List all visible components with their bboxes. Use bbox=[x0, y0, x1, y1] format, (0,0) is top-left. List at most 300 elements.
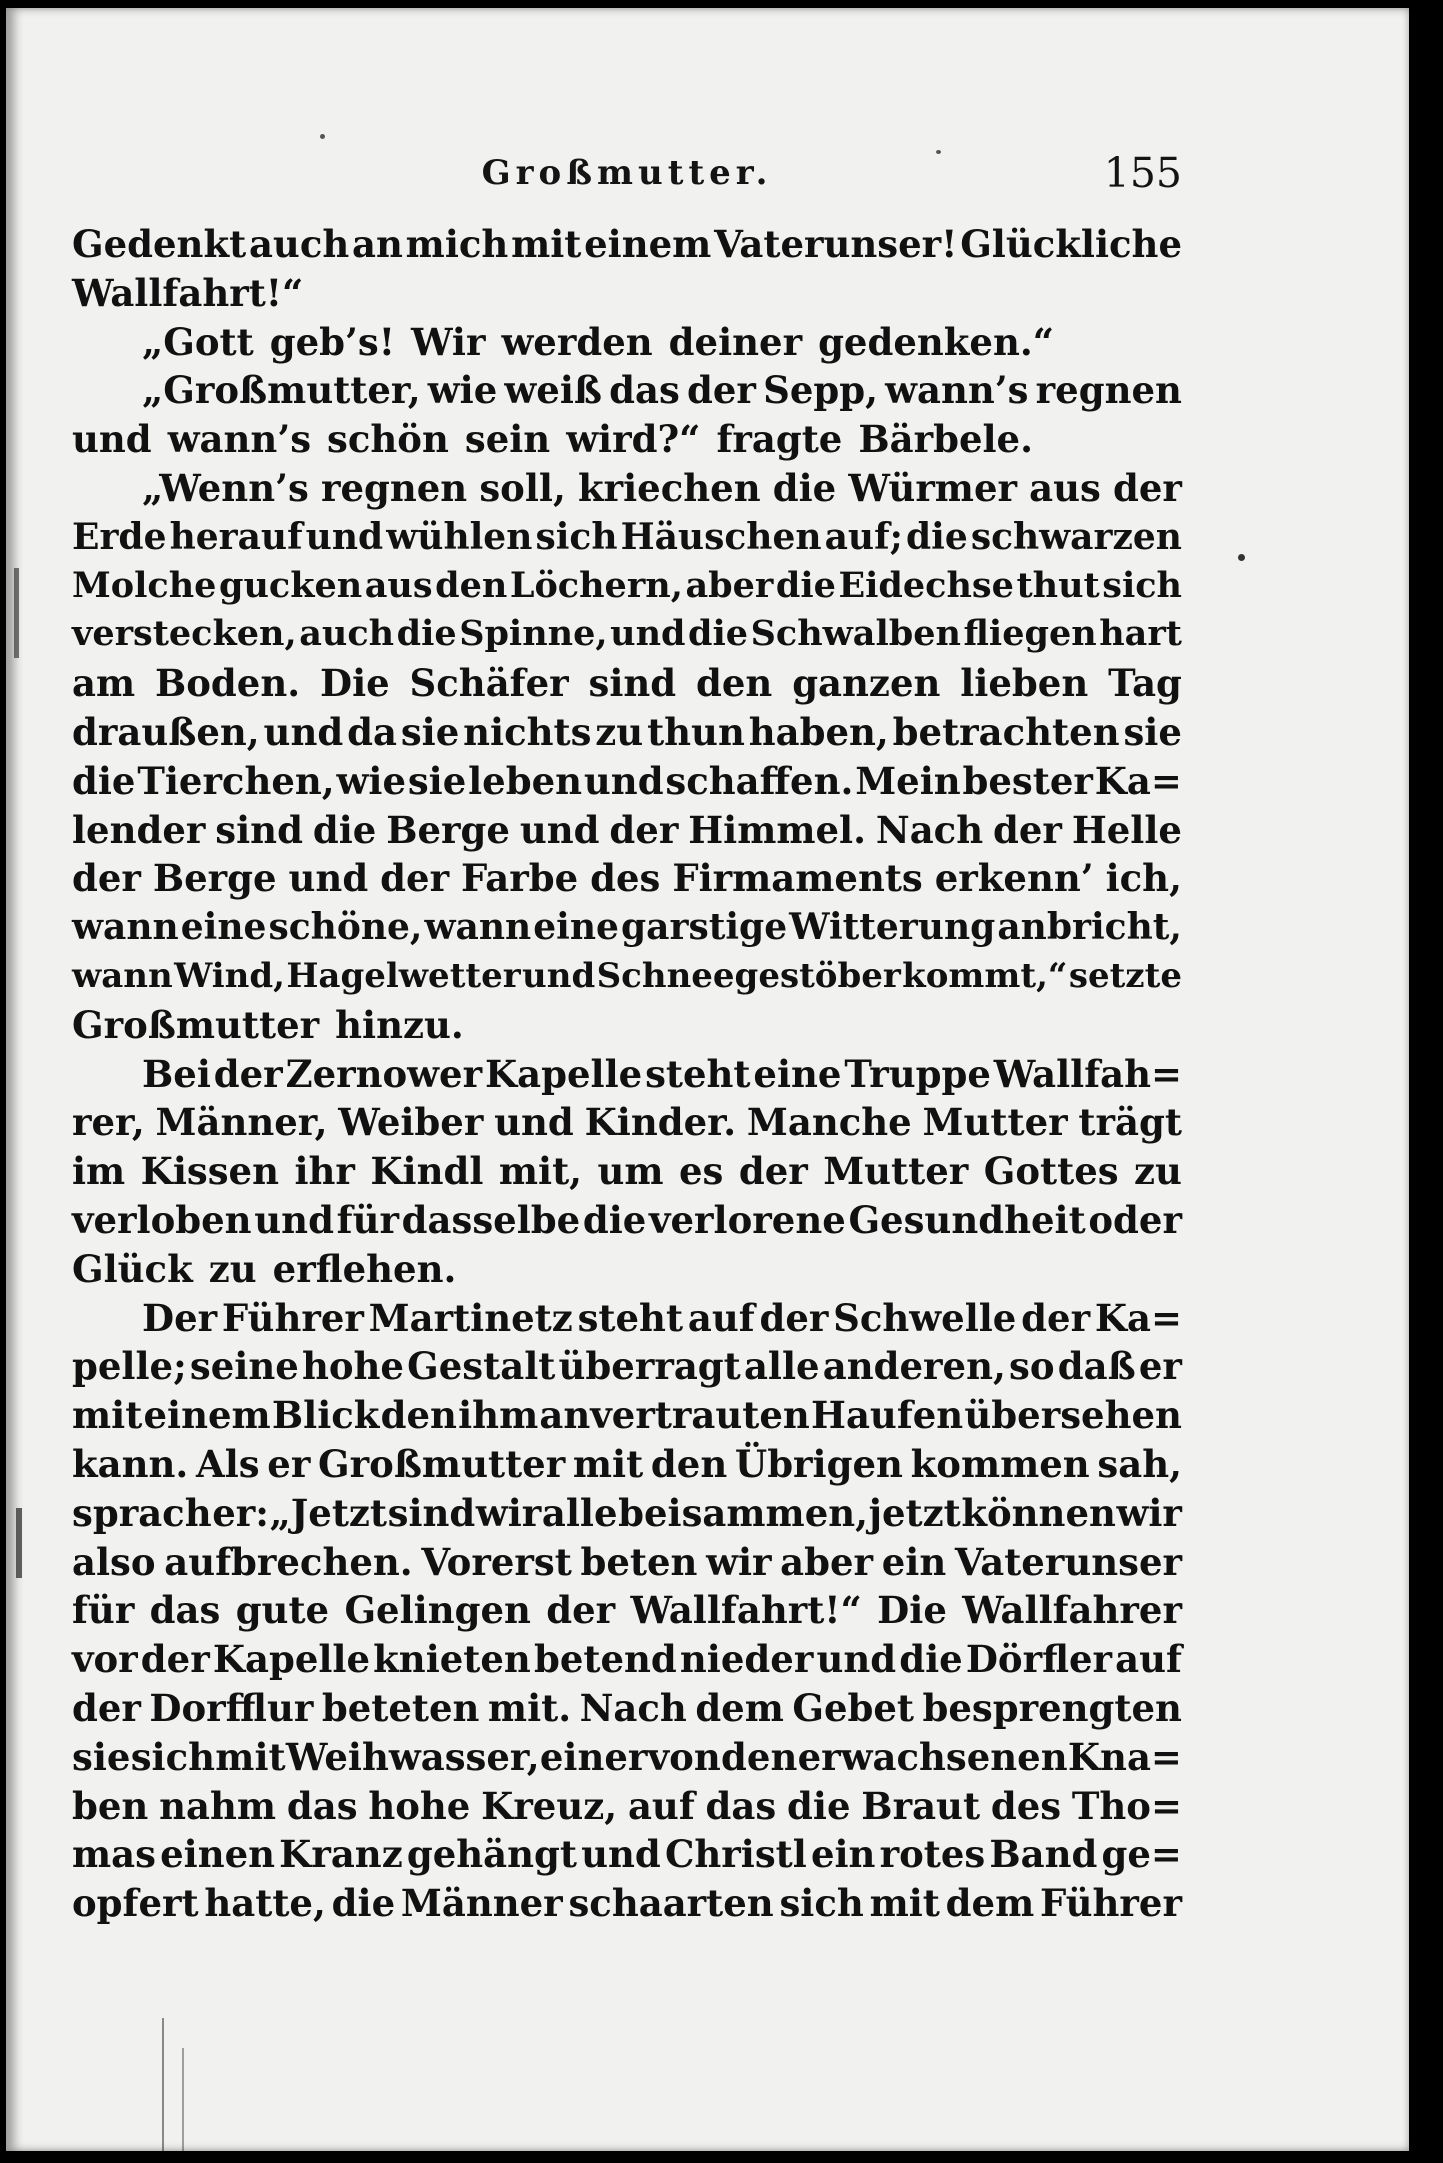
word: die bbox=[312, 807, 377, 852]
word: anderen, bbox=[822, 1344, 1006, 1389]
word: wie bbox=[427, 368, 498, 413]
text-line bbox=[72, 757, 1182, 806]
word: werden bbox=[501, 319, 653, 364]
word: zu bbox=[595, 709, 644, 754]
text-line bbox=[72, 1245, 1182, 1294]
text-line bbox=[72, 1733, 1182, 1782]
word: Glückliche bbox=[960, 222, 1182, 266]
word: Weiber bbox=[338, 1100, 484, 1145]
word: er: bbox=[212, 1490, 269, 1535]
word: „Wenn’s bbox=[142, 465, 309, 510]
word: Manche bbox=[746, 1100, 912, 1145]
word: erwachsenen bbox=[797, 1734, 1068, 1779]
word: Kapelle bbox=[212, 1637, 371, 1682]
word: Truppe bbox=[844, 1051, 991, 1096]
word: schaarten bbox=[568, 1881, 774, 1926]
word: dem bbox=[945, 1881, 1035, 1926]
word: regnen bbox=[320, 465, 468, 510]
word: Gebet bbox=[792, 1685, 915, 1730]
word: Schwelle bbox=[833, 1295, 1017, 1340]
word: schwarzen bbox=[970, 515, 1182, 558]
word: setzte bbox=[1068, 955, 1182, 996]
word: sein bbox=[464, 417, 551, 462]
word: Wir bbox=[411, 319, 486, 364]
word: Boden. bbox=[154, 661, 301, 706]
text-line bbox=[72, 562, 1182, 611]
word: Kreuz, bbox=[481, 1783, 618, 1828]
word: Häuschen bbox=[620, 515, 822, 558]
word: die bbox=[396, 613, 457, 655]
word: da bbox=[347, 709, 397, 754]
word: Martinetz bbox=[368, 1295, 573, 1340]
word: Kinder. bbox=[584, 1100, 737, 1145]
text-line bbox=[72, 318, 1182, 367]
word: beten bbox=[580, 1539, 698, 1584]
word: Wallfah= bbox=[993, 1051, 1182, 1096]
word: zu bbox=[208, 1246, 257, 1291]
word: herauf bbox=[169, 515, 303, 558]
word: wird?“ bbox=[566, 417, 701, 462]
word: leben bbox=[468, 758, 583, 803]
word: daß bbox=[1057, 1344, 1136, 1389]
word: Kapelle bbox=[484, 1051, 643, 1096]
word: Braut bbox=[861, 1783, 981, 1828]
text-line bbox=[72, 1830, 1182, 1879]
word: steht bbox=[645, 1051, 751, 1096]
word: sich bbox=[779, 1881, 864, 1926]
word: das bbox=[705, 1783, 777, 1828]
word: fliegen bbox=[963, 613, 1097, 655]
word: gehängt bbox=[406, 1832, 577, 1877]
word: mas bbox=[72, 1832, 156, 1877]
word: das bbox=[286, 1783, 358, 1828]
word: schaffen. bbox=[665, 758, 854, 803]
print-speck bbox=[1238, 554, 1245, 561]
word: betrachten bbox=[892, 709, 1120, 754]
text-line bbox=[72, 1001, 1182, 1050]
text-line bbox=[72, 1635, 1182, 1684]
word: lieben bbox=[960, 661, 1089, 706]
word: auf bbox=[627, 1783, 695, 1828]
word: Molche bbox=[72, 564, 217, 606]
word: Gelingen bbox=[344, 1588, 531, 1633]
word: wann bbox=[72, 955, 173, 996]
word: ich, bbox=[1105, 856, 1182, 901]
word: hinzu. bbox=[335, 1002, 464, 1047]
word: Nach bbox=[579, 1685, 687, 1730]
word: einem bbox=[143, 1393, 271, 1438]
word: eine bbox=[533, 906, 619, 949]
word: aufbrechen. bbox=[164, 1539, 413, 1584]
word: eine bbox=[180, 906, 267, 949]
word: hohe bbox=[301, 1344, 404, 1389]
word: Wallfahrt!“ bbox=[630, 1588, 862, 1633]
word: jetzt bbox=[868, 1490, 961, 1535]
word: verloben bbox=[72, 1197, 252, 1242]
word: sie bbox=[400, 709, 460, 754]
text-line bbox=[72, 1440, 1182, 1489]
word: Gottes bbox=[983, 1149, 1119, 1194]
word: und bbox=[263, 709, 344, 754]
word: aus bbox=[1029, 465, 1101, 510]
text-line bbox=[72, 415, 1182, 464]
word: Gestalt bbox=[407, 1344, 556, 1389]
text-line bbox=[72, 1147, 1182, 1196]
text-line bbox=[72, 1538, 1182, 1587]
word: Kna= bbox=[1067, 1734, 1182, 1779]
body-text bbox=[72, 220, 1182, 1928]
word: und bbox=[522, 955, 596, 996]
word: Männer bbox=[400, 1881, 563, 1926]
word: beteten bbox=[321, 1685, 480, 1730]
word: geb’s! bbox=[269, 319, 395, 364]
word: bester bbox=[962, 758, 1093, 803]
word: gute bbox=[235, 1588, 330, 1633]
word: das bbox=[609, 368, 680, 413]
word: die bbox=[775, 564, 836, 606]
word: und bbox=[610, 613, 686, 655]
word: Dorfflur bbox=[149, 1685, 314, 1730]
word: können bbox=[961, 1490, 1116, 1535]
word: der bbox=[546, 1588, 616, 1633]
word: Helle bbox=[1071, 807, 1182, 852]
word: sie bbox=[1123, 709, 1182, 754]
word: Berge bbox=[152, 856, 277, 901]
word: sie bbox=[72, 1734, 131, 1779]
word: Männer, bbox=[155, 1100, 328, 1145]
text-line bbox=[72, 220, 1182, 269]
text-line bbox=[72, 1342, 1182, 1391]
word: er bbox=[1138, 1344, 1182, 1389]
word: einem bbox=[584, 222, 712, 266]
word: Großmutter bbox=[72, 1002, 320, 1047]
text-line bbox=[72, 513, 1182, 562]
word: sich bbox=[1102, 564, 1182, 606]
word: Nach bbox=[875, 807, 984, 852]
word: mit, bbox=[498, 1149, 583, 1194]
word: Würmer bbox=[848, 465, 1017, 510]
word: das bbox=[149, 1588, 221, 1633]
word: kommen bbox=[910, 1441, 1090, 1486]
word: der bbox=[72, 1685, 141, 1730]
text-line bbox=[72, 806, 1182, 855]
word: und bbox=[305, 515, 384, 558]
word: des bbox=[990, 1783, 1062, 1828]
word: mit bbox=[572, 1441, 644, 1486]
word: Weihwasser, bbox=[285, 1734, 540, 1779]
word: weiß bbox=[504, 368, 602, 413]
word: Kindl bbox=[370, 1149, 484, 1194]
text-line bbox=[72, 1586, 1182, 1635]
word: Schäfer bbox=[409, 661, 569, 706]
word: Christl bbox=[664, 1832, 807, 1877]
word: deiner bbox=[668, 319, 803, 364]
word: Kranz bbox=[279, 1832, 403, 1877]
word: kommt,“ bbox=[902, 955, 1068, 996]
word: mit bbox=[72, 1393, 143, 1438]
word: nahm bbox=[159, 1783, 277, 1828]
word: der bbox=[759, 1295, 829, 1340]
word: Sepp, bbox=[763, 368, 878, 413]
word: hohe bbox=[368, 1783, 471, 1828]
word: alle bbox=[743, 1344, 820, 1389]
word: „Jetzt bbox=[269, 1490, 388, 1535]
word: Farbe bbox=[461, 856, 579, 901]
word: und bbox=[254, 1197, 334, 1242]
word: der bbox=[1113, 465, 1182, 510]
word: fragte bbox=[716, 417, 843, 462]
word: trägt bbox=[1078, 1100, 1182, 1145]
word: kriechen bbox=[578, 465, 761, 510]
word: beisammen, bbox=[618, 1490, 869, 1535]
word: Witterung bbox=[789, 906, 996, 949]
page-header bbox=[72, 140, 1182, 206]
word: wann bbox=[424, 906, 532, 949]
text-line bbox=[72, 854, 1182, 903]
word: Mein bbox=[855, 758, 961, 803]
word: Tierchen, bbox=[137, 758, 335, 803]
text-line bbox=[72, 1391, 1182, 1440]
word: schöne, bbox=[268, 906, 423, 949]
word: so bbox=[1009, 1344, 1055, 1389]
word: auf bbox=[687, 1295, 755, 1340]
word: hart bbox=[1099, 613, 1182, 655]
text-line bbox=[72, 1782, 1182, 1831]
word: Gesundheit bbox=[848, 1197, 1086, 1242]
word: Vaterunser bbox=[954, 1539, 1182, 1584]
word: schön bbox=[327, 417, 449, 462]
word: Bei bbox=[142, 1051, 211, 1096]
word: den bbox=[721, 1734, 798, 1779]
word: Die bbox=[877, 1588, 947, 1633]
word: Schwalben bbox=[750, 613, 961, 655]
word: und bbox=[288, 856, 369, 901]
word: also bbox=[72, 1539, 156, 1584]
word: den bbox=[435, 564, 508, 606]
word: die bbox=[899, 1637, 963, 1682]
word: Übrigen bbox=[734, 1441, 903, 1486]
word: aber bbox=[685, 564, 774, 606]
text-line bbox=[72, 952, 1182, 1001]
word: gedenken.“ bbox=[818, 319, 1055, 364]
word: verstecken, bbox=[72, 613, 297, 655]
word: nichts bbox=[463, 709, 592, 754]
word: die bbox=[787, 1783, 851, 1828]
word: sind bbox=[588, 661, 677, 706]
word: zu bbox=[1134, 1149, 1182, 1194]
word: die bbox=[905, 515, 968, 558]
word: den bbox=[650, 1441, 728, 1486]
word: an bbox=[352, 222, 403, 266]
word: eine bbox=[753, 1051, 842, 1096]
text-line bbox=[72, 708, 1182, 757]
word: sich bbox=[130, 1734, 216, 1779]
word: Mutter bbox=[922, 1100, 1068, 1145]
word: ein bbox=[881, 1539, 947, 1584]
word: Vorerst bbox=[421, 1539, 572, 1584]
word: auch bbox=[299, 613, 395, 655]
word: Band bbox=[989, 1832, 1098, 1877]
word: am bbox=[72, 661, 136, 706]
word: Führer bbox=[221, 1295, 364, 1340]
word: sah, bbox=[1097, 1441, 1182, 1486]
word: Erde bbox=[72, 515, 167, 558]
word: wir bbox=[706, 1539, 772, 1584]
word: anbricht, bbox=[997, 906, 1182, 949]
word: thun bbox=[647, 709, 745, 754]
text-line bbox=[72, 1050, 1182, 1099]
word: gucken bbox=[218, 564, 363, 606]
word: die bbox=[72, 758, 136, 803]
word: der bbox=[738, 1149, 808, 1194]
word: rer, bbox=[72, 1100, 145, 1145]
word: Haufen bbox=[811, 1393, 964, 1438]
word: Zernower bbox=[285, 1051, 483, 1096]
word: der bbox=[380, 856, 450, 901]
word: dem bbox=[695, 1685, 784, 1730]
word: und bbox=[581, 1832, 661, 1877]
word: sie bbox=[407, 758, 467, 803]
word: es bbox=[679, 1149, 724, 1194]
word: auf bbox=[1115, 1637, 1182, 1682]
word: der bbox=[213, 1051, 283, 1096]
word: lender bbox=[72, 807, 206, 852]
word: Glück bbox=[72, 1246, 193, 1291]
word: auf; bbox=[824, 515, 903, 558]
word: besprengten bbox=[922, 1685, 1182, 1730]
word: wir bbox=[475, 1490, 542, 1535]
word: Der bbox=[142, 1295, 218, 1340]
word: regnen bbox=[1035, 368, 1182, 413]
word: „Gott bbox=[142, 319, 254, 364]
running-title: Großmutter. bbox=[481, 153, 773, 193]
word: ganzen bbox=[792, 661, 941, 706]
word: Eidechse bbox=[838, 564, 1014, 606]
word: Großmutter bbox=[318, 1441, 566, 1486]
word: anvertrauten bbox=[539, 1393, 810, 1438]
word: den bbox=[380, 1393, 457, 1438]
word: wühlen bbox=[386, 515, 533, 558]
text-line bbox=[72, 1489, 1182, 1538]
word: garstige bbox=[620, 906, 788, 949]
word: für bbox=[72, 1588, 135, 1633]
word: der bbox=[1021, 1295, 1091, 1340]
print-speck bbox=[936, 150, 941, 154]
text-line bbox=[72, 366, 1182, 415]
word: der bbox=[687, 368, 756, 413]
word: und bbox=[583, 758, 664, 803]
text-line bbox=[72, 1879, 1182, 1928]
text-line bbox=[72, 1098, 1182, 1147]
word: wann’s bbox=[885, 368, 1029, 413]
word: Kissen bbox=[140, 1149, 279, 1194]
word: vor bbox=[72, 1637, 138, 1682]
word: Vaterunser! bbox=[714, 222, 958, 266]
word: im bbox=[72, 1149, 126, 1194]
word: Wallfahrer bbox=[962, 1588, 1182, 1633]
word: Himmel. bbox=[688, 807, 866, 852]
word: die bbox=[772, 465, 837, 510]
binding-mark bbox=[162, 2018, 164, 2151]
word: ben bbox=[72, 1783, 149, 1828]
word: pelle; bbox=[72, 1344, 187, 1389]
text-line bbox=[72, 659, 1182, 708]
word: Berge bbox=[386, 807, 510, 852]
word: die bbox=[331, 1881, 396, 1926]
word: ge= bbox=[1101, 1832, 1182, 1877]
word: des bbox=[590, 856, 661, 901]
word: einer bbox=[539, 1734, 648, 1779]
word: Firmaments bbox=[672, 856, 923, 901]
word: auch bbox=[248, 222, 350, 266]
word: der bbox=[993, 807, 1062, 852]
word: für bbox=[336, 1197, 399, 1242]
word: verlorene bbox=[649, 1197, 846, 1242]
word: erkenn’ bbox=[934, 856, 1094, 901]
word: rotes bbox=[879, 1832, 986, 1877]
word: Gedenkt bbox=[72, 222, 247, 266]
word: Blick bbox=[271, 1393, 380, 1438]
word: der bbox=[72, 856, 141, 901]
word: kann. bbox=[72, 1441, 189, 1486]
word: Schneegestöber bbox=[596, 955, 901, 996]
word: erflehen. bbox=[272, 1246, 457, 1291]
word: wie bbox=[336, 758, 406, 803]
word: Tho= bbox=[1071, 1783, 1182, 1828]
word: ein bbox=[810, 1832, 876, 1877]
word: Wallfahrt!“ bbox=[72, 270, 304, 315]
word: ihr bbox=[294, 1149, 355, 1194]
word: um bbox=[597, 1149, 664, 1194]
word: der bbox=[609, 807, 679, 852]
word: sind bbox=[387, 1490, 476, 1535]
binding-mark bbox=[182, 2048, 184, 2151]
word: Als bbox=[196, 1441, 260, 1486]
word: opfert bbox=[72, 1881, 199, 1926]
word: betend bbox=[533, 1637, 677, 1682]
word: der bbox=[140, 1637, 210, 1682]
word: aber bbox=[780, 1539, 874, 1584]
word: mit. bbox=[487, 1685, 572, 1730]
binding-mark bbox=[14, 568, 19, 658]
word: wann’s bbox=[167, 417, 312, 462]
word: Mutter bbox=[823, 1149, 969, 1194]
word: die bbox=[688, 613, 749, 655]
word: er bbox=[267, 1441, 311, 1486]
text-line bbox=[72, 903, 1182, 952]
word: Bärbele. bbox=[858, 417, 1033, 462]
word: Die bbox=[320, 661, 390, 706]
word: und bbox=[816, 1637, 897, 1682]
word: dasselbe bbox=[401, 1197, 581, 1242]
word: Ka= bbox=[1094, 758, 1182, 803]
word: sprach bbox=[72, 1490, 212, 1535]
word: Dörfler bbox=[965, 1637, 1113, 1682]
page-number: 155 bbox=[1103, 149, 1182, 197]
word: übersehen bbox=[964, 1393, 1182, 1438]
word: Spinne, bbox=[459, 613, 608, 655]
word: thut bbox=[1016, 564, 1100, 606]
text-line bbox=[72, 1294, 1182, 1343]
word: den bbox=[696, 661, 773, 706]
word: Tag bbox=[1108, 661, 1182, 706]
word: Hagelwetter bbox=[286, 955, 521, 996]
word: die bbox=[582, 1197, 647, 1242]
word: sich bbox=[535, 515, 618, 558]
word: wann bbox=[72, 906, 179, 949]
word: und bbox=[494, 1100, 574, 1145]
word: soll, bbox=[479, 465, 566, 510]
